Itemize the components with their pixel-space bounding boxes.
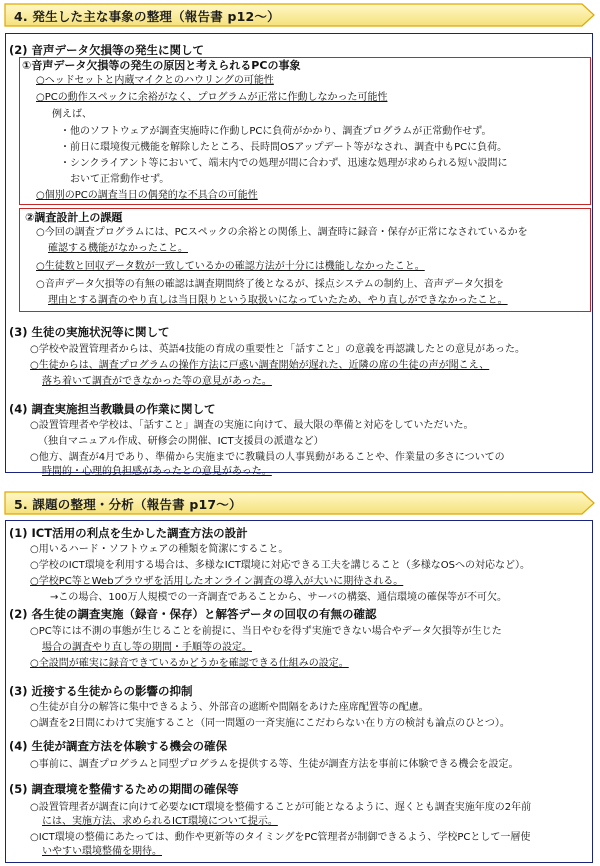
s5-sub1-item (30, 543, 288, 557)
section5-banner (4, 491, 596, 515)
sub3-item: 落ち着いて調査ができなかった等の意見があった。 (42, 376, 272, 387)
sub4-item: ○他方、調査が4月であり、準備から実施までに教職員の人事異動があることや、作業量の多さについての (30, 452, 505, 463)
s5-sub1-item: ○学校のICT環境を利用する場合は、多様なICT環境に対応できる工夫を講じること（多様なOSへの対応など）。 (30, 560, 531, 571)
s5-sub3-item: ○調査を2日間にわけて実施すること（同一問題の一斉実施にこだわらない在り方の検討も論点のひとつ）。 (30, 718, 510, 729)
cause-item: ○個別のPCの調査当日の偶発的な不具合の可能性 (36, 190, 258, 201)
s5-sub5-item: ○ICT環境の整備にあたっては、動作や更新等のタイミングをPC管理者が制御できるよう、学校PCとして一層使 (30, 832, 531, 843)
design-item: ○生徒数と回収データ数が一致しているかの確認方法が十分には機能しなかったこと。 (36, 261, 425, 272)
section5-title: 5. 課題の整理・分析（報告書 p17～） (14, 497, 242, 512)
cause-item: ・シンクライアント等において、端末内での処理が間に合わず、迅速な処理が求められる短い設問に (60, 158, 508, 169)
sub4-item: ○設置管理者や学校は、「話すこと」調査の実施に向けて、最大限の準備と対応をしていただいた。 (30, 420, 474, 431)
design-item: 確認する機能がなかったこと。 (48, 243, 188, 254)
section4-title: 4. 発生した主な事象の整理（報告書 p12～） (14, 9, 280, 24)
design-heading: ②調査設計上の課題 (25, 211, 123, 224)
section4-sub3-heading: (3) 生徒の実施状況等に関して (9, 325, 170, 339)
design-item: ○今回の調査プログラムには、PCスペックの余裕との関係上、調査時に録音・保存が正常になされているかを (36, 227, 528, 238)
causes-heading: ①音声データ欠損等の発生の原因と考えられるPCの事象 (22, 59, 301, 72)
s5-sub4-item: ○事前に、調査プログラムと同型プログラムを提供する等、生徒が調査方法を事前に体験できる機会を設定。 (30, 759, 519, 770)
cause-item: ・他のソフトウェアが調査実施時に作動しPCに負荷がかかり、調査プログラムが正常動作せず。 (60, 126, 492, 137)
section5-sub2-heading: (2) 各生徒の調査実施（録音・保存）と解答データの回収の有無の確認 (9, 607, 377, 621)
section5-sub3-heading: (3) 近接する生徒からの影響の抑制 (9, 684, 193, 698)
sub3-item: ○生徒からは、調査プログラムの操作方法に戸惑い調査開始が遅れた、近隣の席の生徒の声が聞こえ、 (30, 360, 490, 371)
cause-item: ○PCの動作スペックに余裕がなく、プログラムが正常に作動しなかった可能性 (36, 92, 388, 103)
sub4-item: （独自マニュアル作成、研修会の開催、ICT支援員の派遣など） (38, 436, 324, 447)
section5-sub4-heading: (4) 生徒が調査方法を体験する機会の確保 (9, 739, 228, 753)
design-item: ○音声データ欠損等の有無の確認は調査期間終了後となるが、採点システムの制約上、音声データ欠損を (36, 279, 504, 290)
s5-sub1-item-text: ○用いるハード・ソフトウェアの種類を简潔にすること。 (30, 544, 289, 555)
section4-banner (4, 3, 596, 27)
section5-sub1-heading: (1) ICT活用の利点を生かした調査方法の設計 (9, 526, 248, 540)
section5-sub5-heading: (5) 調査環境を整備するための期間の確保等 (9, 782, 239, 796)
cause-item: おいて正常動作せず。 (70, 174, 170, 185)
sub3-item: ○学校や設置管理者からは、英語4技能の育成の重要性と「話すこと」の意義を再認識したとの意見があった。 (30, 344, 525, 355)
s5-sub1-item: →この場合、100万人規模での一斉調査であることから、サーバの構築、通信環境の確保等が不可欠。 (50, 592, 507, 603)
s5-sub5-item: いやすい環境整備を期待。 (42, 846, 162, 857)
s5-sub2-item: 場合の調査やり直し等の期間・手順等の設定。 (42, 642, 252, 653)
s5-sub3-item: ○生徒が自分の解答に集中できるよう、外部音の遮断や間隔をあけた座席配置等の配慮。 (30, 702, 429, 713)
section4-sub4-heading: (4) 調査実施担当教職員の作業に関して (9, 402, 216, 416)
section4-sub2-heading: (2) 音声データ欠損等の発生に関して (9, 43, 205, 57)
cause-item: 例えば、 (52, 109, 92, 120)
cause-item: ・前日に環境復元機能を解除したところ、長時間OSアップデート等がなされ、調査中もPCに負荷。 (60, 142, 508, 153)
s5-sub5-item: ○設置管理者が調査に向けて必要なICT環境を整備することが可能となるように、遅くとも調査実施年度の2年前 (30, 802, 532, 813)
s5-sub2-item: ○PC等には不測の事態が生じることを前提に、当日やむを得ず実施できない場合やデータ欠損等が生じた (30, 626, 502, 637)
s5-sub5-item: には、実施方法、求められるICT環境について提示。 (42, 816, 278, 827)
s5-sub2-item: ○全設問が確実に録音できているかどうかを確認できる仕組みの設定。 (30, 658, 349, 669)
cause-item: ○ヘッドセットと内蔵マイクとのハウリングの可能性 (36, 75, 274, 86)
s5-sub1-item: ○学校PC等とWebブラウザを活用したオンライン調査の導入が大いに期待される。 (30, 576, 404, 587)
design-item: 理由とする調査のやり直しは当日限りという取扱いになっていたため、やり直しができなかったこと。 (48, 295, 508, 306)
sub4-item: 時間的・心理的負担感があったとの意見があった。 (42, 466, 272, 477)
